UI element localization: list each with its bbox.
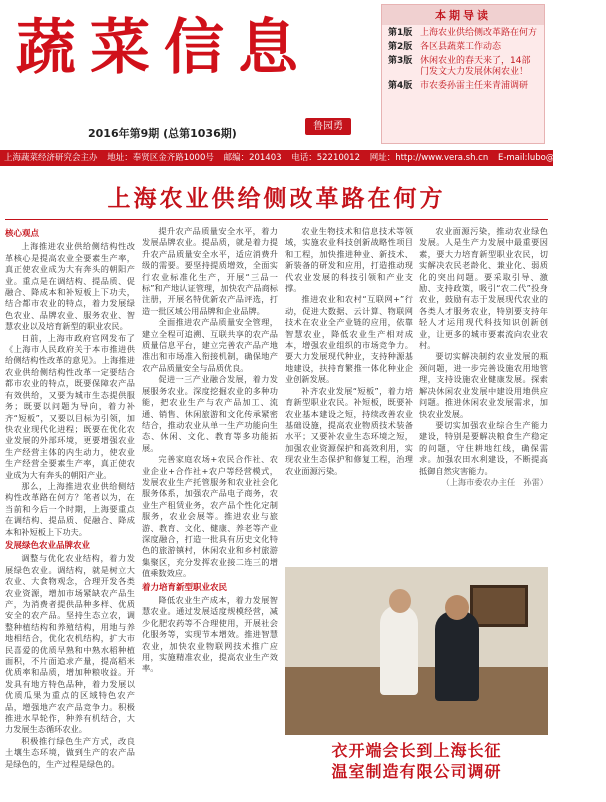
paragraph: 全面推进农产品质量安全管理，建立全程可追溯、互联共享的农产品质量信息平台，建立完善农产品产地准出和市场准入衔接机制，确保地产农产品质量安全与品质优良。 xyxy=(142,317,278,373)
paragraph: 补齐农业发展“短板”，着力培育新型职业农民。补短板，既要补农业基本建设之短，持续改善农业基础设施，提高农业物质技术装备水平；又要补农业生态环境之短，加强农业资源保护和高效利用，实现农业生态保护和修复工程，治理农业面源污染。 xyxy=(285,385,413,476)
toc-page: 第4版 xyxy=(388,81,413,91)
photo-person-dark-shirt xyxy=(435,611,479,701)
photo-painting xyxy=(470,585,528,627)
toc-heading: 本期导读 xyxy=(382,5,544,25)
paragraph: 完善家庭农场+农民合作社、农业企业+合作社+农户等经营模式，发展农业生产托管服务和农业社会化服务体系，加强农产品电子商务，农业生产租赁业务，农产品个性化定制服务，农业会展等。推进农业与旅游、教育、文化、健康、养老等产业深度融合，打造一批具有历史文化特色的旅游镇村，休闲农业和乡村旅游集聚区，充分发挥农业接二连三的增值乘数效应。 xyxy=(142,454,278,579)
toc-title: 各区县蔬菜工作动态 xyxy=(420,42,502,52)
divider xyxy=(5,219,548,220)
table-of-contents xyxy=(381,4,545,144)
paragraph: 要切实加强农业综合生产能力建设，特别是要解决粮食生产稳定的问题，守住耕地红线，确保需求。加强农田水利建设，不断提高抵御自然灾害能力。 xyxy=(419,419,548,476)
paragraph: 促进一三产业融合发展，着力发展服务农业。深度挖掘农业的多种功能，把农业生产与农产品加工、流通、销售、休闲旅游和文化传承紧密结合，推动农业从单一生产功能向生态、休闲、文化、教育等多功能拓展。 xyxy=(142,374,278,453)
toc-page: 第2版 xyxy=(388,42,413,52)
toc-item[interactable] xyxy=(382,53,544,78)
photo-person-head xyxy=(445,595,469,620)
article-column-1 xyxy=(5,226,135,796)
paragraph: 那么，上海推进农业供给侧结构性改革路在何方？笔者以为，在当前和今后一个时期，上海要重点在调结构、提品质、促融合、降成本和补短板上下功夫。 xyxy=(5,480,135,537)
meeting-photo xyxy=(285,567,548,735)
newspaper-title: 蔬菜信息 xyxy=(16,13,312,83)
toc-title: 休闲农业的春天来了，14部门发文大力发展休闲农业！ xyxy=(420,56,531,77)
photo-person-head xyxy=(389,589,411,613)
toc-page: 第3版 xyxy=(388,56,413,66)
feature-headline-line: 衣开端会长到上海长征 xyxy=(331,741,502,760)
paragraph: 上海推进农业供给侧结构性改革核心是提高农业全要素生产率，真正使农业成为大有奔头的朝阳产业。重点是在调结构、提品质、促融合、降成本和补短板上下功夫，结合都市农业的特点，着力发展绿色农业、品牌农业、服务农业、智慧农业以及培育新型的职业农民。 xyxy=(5,241,135,332)
toc-item[interactable] xyxy=(382,39,544,53)
toc-page: 第1版 xyxy=(388,28,413,38)
postcode: 邮编：201403 xyxy=(223,153,282,163)
feature-headline-line: 温室制造有限公司调研 xyxy=(331,762,502,781)
email-link[interactable]: E-mail:lubo@saas.sh.cn xyxy=(497,153,599,163)
section-subheading: 核心观点 xyxy=(5,229,40,239)
paragraph: 日前，上海市政府官网发布了《上海市人民政府关于本市推进供给侧结构性改革的意见》。上海推进农业供给侧结构性改革一定要结合都市农业的特点，既要保障农产品有效供给，又要为城市生态提供服务；既要以问题为导向，着力补齐“短板”，又要以目标为引领，加快农业现代化进程；既要在优化农业发展的外部环境，更要增强农业生产经营主体的内生动力，使农业生产经营全要素生产率，真正使农业成为大有奔头的朝阳产业。 xyxy=(5,332,135,480)
paragraph: 调整与优化农业结构，着力发展绿色农业。调结构，就是树立大农业、大食物观念，合理开发各类农业资源，增加市场紧缺农产品生产，为消费者提供品种多样、优质安全的农产品。坚持生态立农，调整种植结构和养殖结构，用地与养地相结合，优化农机结构，扩大市民喜爱的优质早熟和中熟水稻种植面积，不片面追求产量，提高稻米优质率和品质，增加种粮收益。开发具有地方特色品种，着力发展以优质瓜果为重点的区域特色农产品，增强地产农产品竞争力。积极推进水旱轮作，种养有机结合，大力发展生态循环农业。 xyxy=(5,553,135,735)
section-subheading: 着力培育新型职业农民 xyxy=(142,582,228,593)
website-link[interactable]: 网址：http://www.vera.sh.cn xyxy=(369,153,489,163)
address: 地址：奉贤区金齐路1000号 xyxy=(107,153,214,163)
seal-stamp: 鲁园勇 xyxy=(305,118,351,135)
article-column-4 xyxy=(419,226,548,561)
toc-title: 市农委孙雷主任来青浦调研 xyxy=(420,81,529,91)
paragraph: 推进农业和农村“互联网+”行动，促进大数据、云计算、物联网技术在农业全产业链的应用，依靠智慧农业，降低农业生产相对成本，增强农业组织的市场竞争力。要大力发展现代种业，支持种源基地建设，扶持育繁推一体化种业企业创新发展。 xyxy=(285,294,413,385)
feature-headline xyxy=(285,740,548,782)
photo-person-white-shirt xyxy=(380,605,418,695)
author-byline: （上海市委农办主任 孙雷） xyxy=(441,476,548,487)
masthead xyxy=(0,0,553,150)
main-headline: 上海农业供给侧改革路在何方 xyxy=(107,186,446,212)
article-column-3 xyxy=(285,226,413,561)
paragraph: 提升农产品质量安全水平，着力发展品牌农业。提品质，就是着力提升农产品质量安全水平，适应消费升级的需要。要坚持提质增效，全面实行农业标准化生产，开展“三品一标”和产地认证管理，加快农产品商标注册，开展名特优新农产品评选，打造一批区域公用品牌和企业品牌。 xyxy=(142,226,278,316)
phone: 电话：52210012 xyxy=(291,153,360,163)
publisher-org: 上海蔬菜经济研究会主办 xyxy=(4,153,98,163)
paragraph: 降低农业生产成本，着力发展智慧农业。通过发展适度规模经营，减少化肥农药等不合理使用，开展社会化服务等，实现节本增效。推进智慧农业，加快农业物联网技术推广应用，实施精准农业，提高农业生产效率。 xyxy=(142,595,278,674)
toc-item[interactable] xyxy=(382,78,544,92)
toc-item[interactable] xyxy=(382,25,544,39)
contact-info-bar xyxy=(0,150,599,166)
paragraph: 要切实解决制约农业发展的瓶颈问题，进一步完善设施农用地管理，支持设施农业健康发展。探索解决休闲农业发展中建设用地供应问题。推进休闲农业发展需求，加快农业发展。 xyxy=(419,351,548,419)
toc-title: 上海农业供给侧改革路在何方 xyxy=(420,28,538,38)
paragraph: 农业面源污染，推动农业绿色发展。人是生产力发展中最重要因素，要大力培育新型职业农民，切实解决农民老龄化、兼业化、弱质化的突出问题。要采取引导、激励、支持政策，吸引“农二代”投身农业，鼓励有志于发展现代农业的各类人才服务农业，特别要支持年轻人才运用现代科技知识创新创业，让更多的城市要素流向农业农村。 xyxy=(419,226,548,351)
section-subheading: 发展绿色农业品牌农业 xyxy=(5,540,91,551)
paragraph: 积极推行绿色生产方式，改良土壤生态环境，做到生产的农产品是绿色的，生产过程是绿色的。 xyxy=(5,735,135,769)
article-column-2 xyxy=(142,226,278,796)
paragraph: 农业生物技术和信息技术等领域，实施农业科技创新战略性项目和工程，加快推进种业、新技术、新装备的研发和应用，打造推动现代农业发展的科技引领和产业支撑。 xyxy=(285,226,413,294)
issue-number: 2016年第9期 (总第1036期) xyxy=(88,127,237,140)
